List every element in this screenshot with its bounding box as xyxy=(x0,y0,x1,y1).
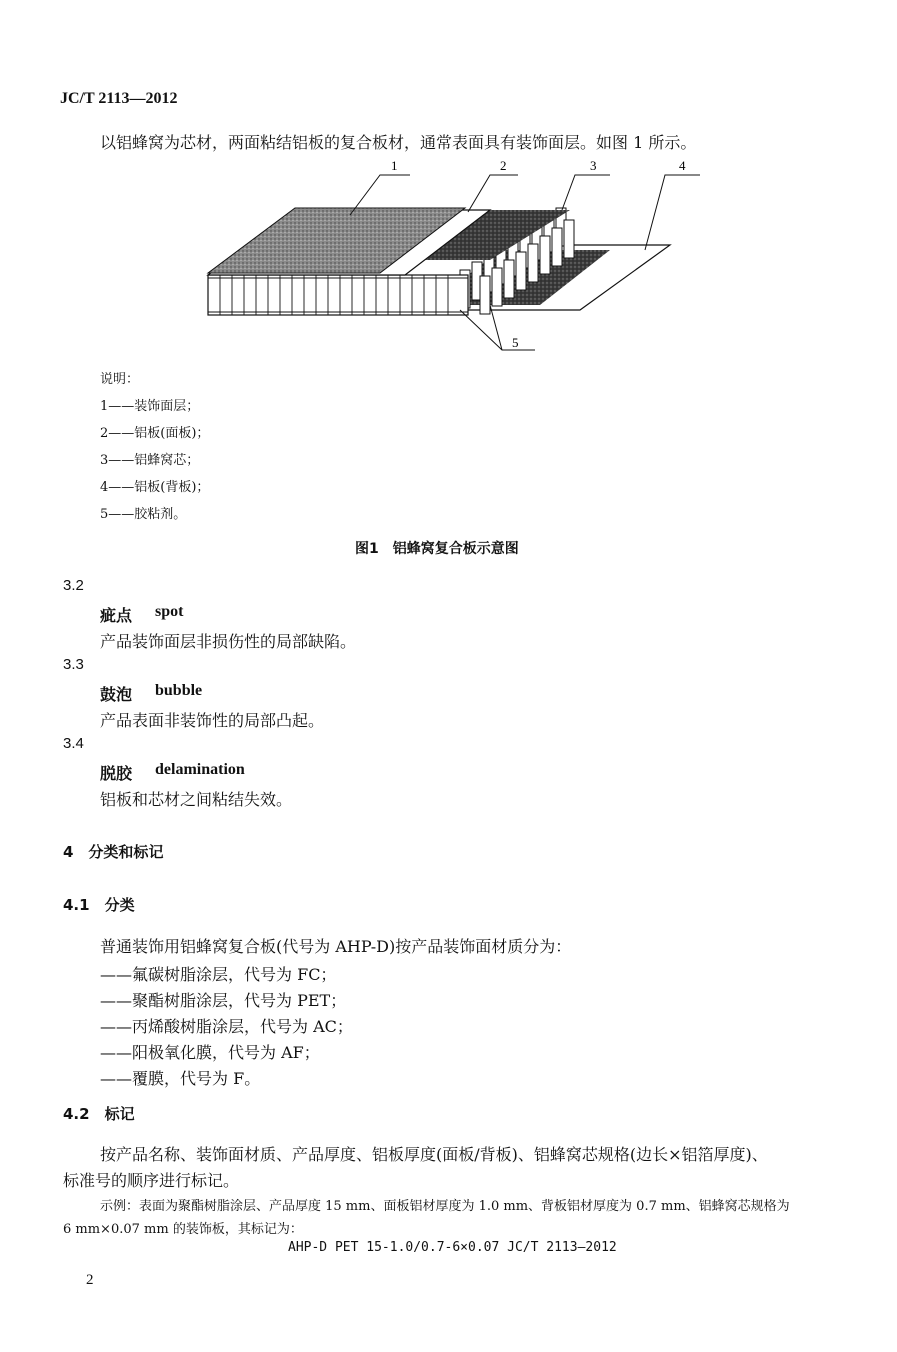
legend-item: 5——胶粘剂。 xyxy=(100,507,187,522)
classification-item: ——阳极氧化膜，代号为 AF； xyxy=(100,1043,320,1062)
subsection-heading: 4.2 标记 xyxy=(63,1105,135,1123)
term-number: 3.2 xyxy=(63,577,84,594)
callout-4: 4 xyxy=(679,158,686,173)
example-line: 示例：表面为聚酯树脂涂层、产品厚度 15 mm、面板铝材厚度为 1.0 mm、背板铝材厚度为 0.7 mm、铝蜂窝芯规格为 xyxy=(100,1199,790,1214)
term-title-en: delamination xyxy=(155,761,245,778)
subsection-heading: 4.1 分类 xyxy=(63,896,135,914)
honeycomb-panel-diagram xyxy=(190,150,710,360)
term-title-en: bubble xyxy=(155,682,203,699)
term-number: 3.4 xyxy=(63,735,84,752)
intro-paragraph: 以铝蜂窝为芯材，两面粘结铝板的复合板材，通常表面具有装饰面层。如图 1 所示。 xyxy=(100,133,697,152)
callout-1: 1 xyxy=(391,158,398,173)
legend-item: 4——铝板(背板)； xyxy=(100,480,210,495)
legend-item: 3——铝蜂窝芯； xyxy=(100,453,200,468)
term-definition: 铝板和芯材之间粘结失效。 xyxy=(100,790,293,809)
classification-item: ——聚酯树脂涂层，代号为 PET； xyxy=(100,991,347,1010)
callout-3: 3 xyxy=(590,158,597,173)
legend-title: 说明： xyxy=(100,372,140,387)
classification-item: ——氟碳树脂涂层，代号为 FC； xyxy=(100,965,337,984)
doc-header-code: JC/T 2113—2012 xyxy=(60,90,178,107)
term-title-zh: 鼓泡 xyxy=(100,685,133,704)
legend-item: 2——铝板(面板)； xyxy=(100,426,210,441)
marking-paragraph-line: 标准号的顺序进行标记。 xyxy=(63,1171,240,1190)
callout-5: 5 xyxy=(512,335,519,350)
callout-2: 2 xyxy=(500,158,507,173)
classification-item: ——丙烯酸树脂涂层，代号为 AC； xyxy=(100,1017,353,1036)
term-number: 3.3 xyxy=(63,656,84,673)
classification-item: ——覆膜，代号为 F。 xyxy=(100,1069,261,1088)
term-title-zh: 脱胶 xyxy=(100,764,133,783)
term-title-en: spot xyxy=(155,603,184,620)
legend-item: 1——装饰面层； xyxy=(100,399,200,414)
term-definition: 产品装饰面层非损伤性的局部缺陷。 xyxy=(100,632,357,651)
example-line: 6 mm×0.07 mm 的装饰板，其标记为： xyxy=(63,1222,303,1237)
marking-code: AHP-D PET 15-1.0/0.7-6×0.07 JC/T 2113—2012 xyxy=(288,1240,617,1255)
page-number: 2 xyxy=(86,1272,94,1288)
term-definition: 产品表面非装饰性的局部凸起。 xyxy=(100,711,325,730)
section-heading: 4 分类和标记 xyxy=(63,843,164,861)
figure-caption: 图1 铝蜂窝复合板示意图 xyxy=(355,541,519,557)
term-title-zh: 疵点 xyxy=(100,606,133,625)
marking-paragraph-line: 按产品名称、装饰面材质、产品厚度、铝板厚度(面板/背板)、铝蜂窝芯规格(边长×铝箔厚度)、 xyxy=(100,1145,768,1164)
classification-intro: 普通装饰用铝蜂窝复合板(代号为 AHP-D)按产品装饰面材质分为： xyxy=(100,937,572,956)
panel-edge-shape xyxy=(208,275,468,315)
